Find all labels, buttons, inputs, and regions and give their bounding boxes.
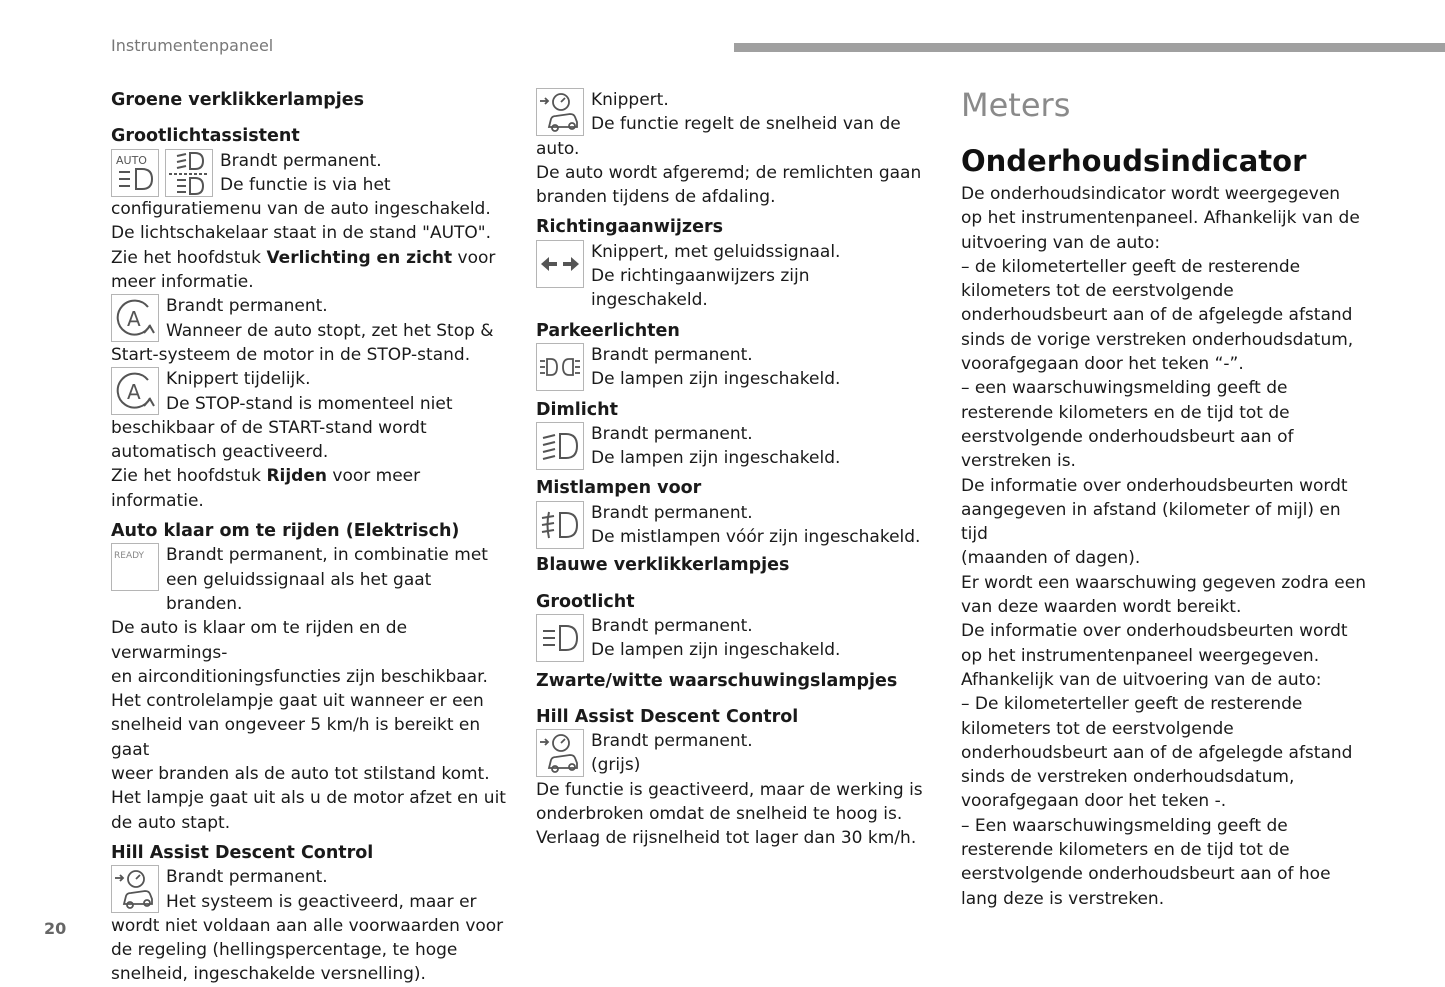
green-indicators-heading: Groene verklikkerlampjes bbox=[111, 90, 365, 110]
service-line: aangegeven in afstand (kilometer of mijl) en tijd bbox=[961, 499, 1341, 545]
indicators-heading: Richtingaanwijzers bbox=[536, 217, 723, 238]
fog-line1: Brandt permanent. bbox=[591, 502, 753, 523]
fog-heading: Mistlampen voor bbox=[536, 478, 702, 499]
ss2-line1: Knippert tijdelijk. bbox=[166, 369, 311, 390]
ready-row bbox=[111, 543, 511, 616]
dipped-line1: Brandt permanent. bbox=[591, 423, 753, 444]
stop-start-row-2 bbox=[111, 367, 511, 416]
hadc-heading: Hill Assist Descent Control bbox=[111, 842, 374, 863]
ss2-rest3: Zie het hoofdstuk Rijden voor meer informatie. bbox=[111, 466, 421, 511]
hadc-row bbox=[111, 865, 511, 914]
main-line1: Brandt permanent. bbox=[591, 615, 753, 636]
dipped-heading: Dimlicht bbox=[536, 399, 618, 420]
hba-line2: De functie is via het bbox=[220, 174, 391, 195]
hba-rest4: meer informatie. bbox=[111, 272, 254, 293]
svg-text:A: A bbox=[127, 380, 141, 405]
column-left bbox=[111, 88, 511, 987]
service-indicator-title: Onderhoudsindicator bbox=[961, 144, 1307, 178]
bw-warning-heading: Zwarte/witte waarschuwingslampjes bbox=[536, 670, 898, 691]
ready-rest2: en airconditioningsfuncties zijn beschikbaar. bbox=[111, 666, 488, 687]
auto-headlamp-icon bbox=[111, 149, 159, 197]
hadc2-rest2: onderbroken omdat de snelheid te hoog is. bbox=[536, 804, 903, 825]
column-right bbox=[961, 88, 1371, 911]
dipped-row bbox=[536, 422, 926, 471]
stop-start-blink-icon bbox=[111, 367, 159, 415]
hadc-line1: Brandt permanent. bbox=[166, 867, 328, 888]
highbeam-assist-heading: Grootlichtassistent bbox=[111, 126, 300, 147]
service-line: sinds de vorige verstreken onderhoudsdatum, bbox=[961, 329, 1354, 350]
hadc2-row bbox=[536, 729, 926, 778]
indicators-line2: De richtingaanwijzers zijn ingeschakeld. bbox=[591, 266, 810, 311]
hba-rest1: configuratiemenu van de auto ingeschakeld. bbox=[111, 199, 491, 220]
service-line: op het instrumentenpaneel. Afhankelijk van de bbox=[961, 208, 1360, 229]
hadc-blink-line2: De functie regelt de snelheid van de bbox=[591, 114, 901, 135]
column-middle bbox=[536, 88, 926, 851]
hill-descent-grey-icon bbox=[536, 729, 584, 777]
hadc-blink-row bbox=[536, 88, 926, 137]
ready-rest1: De auto is klaar om te rijden en de verwarmings- bbox=[111, 618, 408, 663]
main-beam-row bbox=[536, 614, 926, 663]
service-line: eerstvolgende onderhoudsbeurt aan of bbox=[961, 426, 1294, 447]
indicators-line1: Knippert, met geluidssignaal. bbox=[591, 241, 841, 262]
ready-line2: een geluidssignaal als het gaat branden. bbox=[166, 569, 432, 614]
ss1-line1: Brandt permanent. bbox=[166, 296, 328, 317]
service-line: uitvoering van de auto: bbox=[961, 232, 1161, 253]
svg-text:A: A bbox=[127, 307, 141, 332]
ready-rest7: de auto stapt. bbox=[111, 812, 231, 833]
hba-rest2: De lichtschakelaar staat in de stand "AUTO". bbox=[111, 223, 492, 244]
service-line: Afhankelijk van de uitvoering van de auto: bbox=[961, 669, 1322, 690]
stop-start-row-1 bbox=[111, 294, 511, 343]
service-line: resterende kilometers en de tijd tot de bbox=[961, 402, 1290, 423]
service-line: – de kilometerteller geeft de resterende bbox=[961, 256, 1301, 277]
hadc-blink-rest1: auto. bbox=[536, 138, 580, 159]
parking-lights-icon bbox=[536, 343, 584, 391]
stop-start-icon bbox=[111, 294, 159, 342]
service-indicator-body bbox=[961, 182, 1371, 911]
turn-signal-icon bbox=[536, 240, 584, 288]
highbeam-assist-row bbox=[111, 149, 511, 198]
ready-rest5: weer branden als de auto tot stilstand komt. bbox=[111, 764, 490, 785]
ss1-line2: Wanneer de auto stopt, zet het Stop & bbox=[166, 320, 494, 341]
hadc-rest2: de regeling (hellingspercentage, te hoge bbox=[111, 940, 458, 961]
ss2-rest2: automatisch geactiveerd. bbox=[111, 442, 329, 463]
dipped-beam-icon bbox=[536, 422, 584, 470]
service-line: resterende kilometers en de tijd tot de bbox=[961, 840, 1290, 861]
service-line: eerstvolgende onderhoudsbeurt aan of hoe bbox=[961, 864, 1331, 885]
service-line: op het instrumentenpaneel weergegeven. bbox=[961, 645, 1320, 666]
hba-line1: Brandt permanent. bbox=[220, 150, 382, 171]
hadc-blink-rest2: De auto wordt afgeremd; de remlichten gaan bbox=[536, 162, 922, 183]
fog-row bbox=[536, 501, 926, 550]
hba-rest3: Zie het hoofdstuk Verlichting en zicht voor bbox=[111, 247, 496, 268]
main-beam-icon bbox=[536, 614, 584, 662]
front-fog-icon bbox=[536, 501, 584, 549]
page-number: 20 bbox=[44, 919, 67, 938]
service-line: onderhoudsbeurt aan of de afgelegde afstand bbox=[961, 305, 1353, 326]
hill-descent-icon bbox=[111, 865, 159, 913]
service-line: van deze waarden wordt bereikt. bbox=[961, 597, 1242, 618]
hadc-rest3: snelheid, ingeschakelde versnelling). bbox=[111, 964, 426, 985]
service-line: onderhoudsbeurt aan of de afgelegde afstand bbox=[961, 742, 1353, 763]
ss1-rest: Start-systeem de motor in de STOP-stand. bbox=[111, 344, 471, 365]
driving-chapter-ref: Rijden bbox=[266, 466, 327, 487]
ss2-rest1: beschikbaar of de START-stand wordt bbox=[111, 417, 427, 438]
service-line: voorafgegaan door het teken “-”. bbox=[961, 354, 1244, 375]
section-title: Instrumentenpaneel bbox=[111, 36, 274, 55]
auto-icon-label: AUTO bbox=[116, 153, 147, 167]
ready-rest6: Het lampje gaat uit als u de motor afzet en uit bbox=[111, 788, 506, 809]
dipped-line2: De lampen zijn ingeschakeld. bbox=[591, 448, 841, 469]
main-line2: De lampen zijn ingeschakeld. bbox=[591, 640, 841, 661]
service-line: (maanden of dagen). bbox=[961, 548, 1141, 569]
hadc2-heading: Hill Assist Descent Control bbox=[536, 706, 799, 727]
ready-rest3: Het controlelampje gaat uit wanneer er een bbox=[111, 691, 484, 712]
hadc2-line2: (grijs) bbox=[591, 755, 641, 776]
hadc-line2: Het systeem is geactiveerd, maar er bbox=[166, 891, 477, 912]
lighting-chapter-ref: Verlichting en zicht bbox=[266, 247, 453, 268]
ready-line1: Brandt permanent, in combinatie met bbox=[166, 545, 488, 566]
parking-row bbox=[536, 343, 926, 392]
service-line: De informatie over onderhoudsbeurten wordt bbox=[961, 621, 1348, 642]
service-line: – De kilometerteller geeft de resterende bbox=[961, 694, 1303, 715]
service-line: De informatie over onderhoudsbeurten wordt bbox=[961, 475, 1348, 496]
ready-icon-label: READY bbox=[114, 551, 145, 562]
ready-heading: Auto klaar om te rijden (Elektrisch) bbox=[111, 521, 460, 542]
service-line: kilometers tot de eerstvolgende bbox=[961, 281, 1234, 302]
hill-descent-blink-icon bbox=[536, 88, 584, 136]
hadc-blink-rest3: branden tijdens de afdaling. bbox=[536, 187, 776, 208]
parking-line2: De lampen zijn ingeschakeld. bbox=[591, 369, 841, 390]
service-line: – Een waarschuwingsmelding geeft de bbox=[961, 815, 1288, 836]
service-line: kilometers tot de eerstvolgende bbox=[961, 718, 1234, 739]
hadc-blink-line1: Knippert. bbox=[591, 90, 669, 110]
hadc-rest1: wordt niet voldaan aan alle voorwaarden voor bbox=[111, 915, 504, 936]
ready-icon bbox=[111, 543, 159, 591]
service-line: sinds de verstreken onderhoudsdatum, bbox=[961, 767, 1295, 788]
hadc2-line1: Brandt permanent. bbox=[591, 731, 753, 752]
service-line: – een waarschuwingsmelding geeft de bbox=[961, 378, 1288, 399]
service-line: verstreken is. bbox=[961, 451, 1076, 472]
highbeam-dipped-icon bbox=[165, 149, 213, 197]
hadc2-rest3: Verlaag de rijsnelheid tot lager dan 30 km/h. bbox=[536, 828, 917, 849]
blue-indicators-heading: Blauwe verklikkerlampjes bbox=[536, 555, 790, 576]
ready-rest4: snelheid van ongeveer 5 km/h is bereikt en gaat bbox=[111, 715, 481, 760]
hadc2-rest1: De functie is geactiveerd, maar de werking is bbox=[536, 779, 923, 800]
parking-line1: Brandt permanent. bbox=[591, 344, 753, 365]
service-line: lang deze is verstreken. bbox=[961, 888, 1165, 909]
parking-heading: Parkeerlichten bbox=[536, 320, 680, 341]
service-line: voorafgegaan door het teken -. bbox=[961, 791, 1227, 812]
fog-line2: De mistlampen vóór zijn ingeschakeld. bbox=[591, 527, 921, 548]
main-beam-heading: Grootlicht bbox=[536, 591, 635, 612]
service-line: De onderhoudsindicator wordt weergegeven bbox=[961, 184, 1341, 204]
ss2-line2: De STOP-stand is momenteel niet bbox=[166, 393, 453, 414]
meters-title: Meters bbox=[961, 86, 1071, 124]
service-line: Er wordt een waarschuwing gegeven zodra een bbox=[961, 572, 1366, 593]
header-bar bbox=[734, 43, 1445, 52]
indicators-row bbox=[536, 240, 926, 313]
